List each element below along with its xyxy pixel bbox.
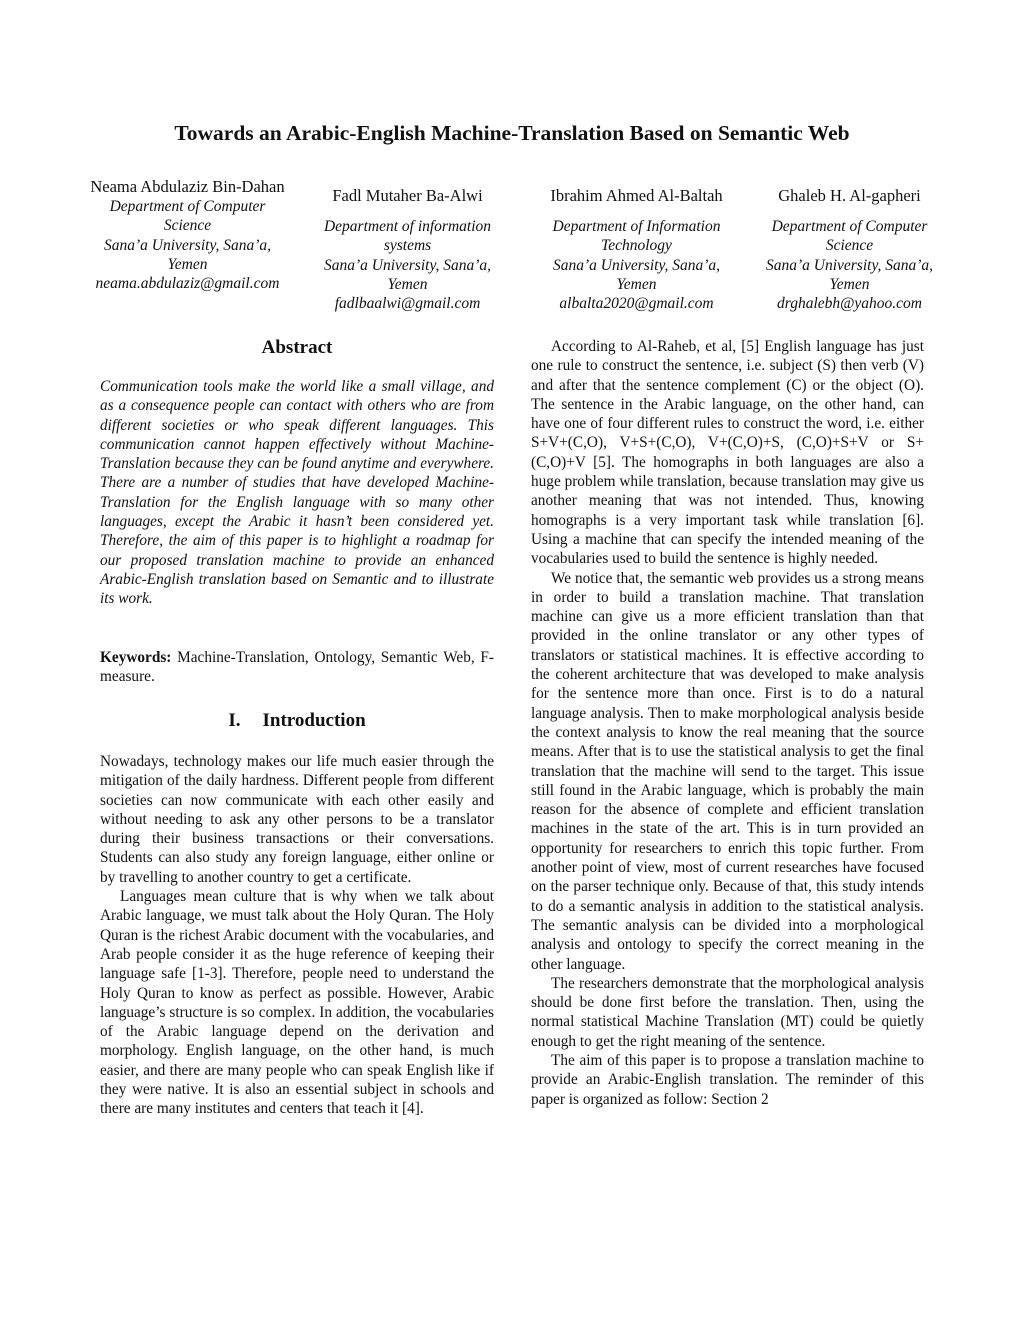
paper-title: Towards an Arabic-English Machine-Translation Based on Semantic Web [174, 121, 850, 145]
section-title: Introduction [262, 710, 366, 731]
right-column-body [531, 337, 924, 1109]
author-email: fadlbaalwi@gmail.com [334, 295, 481, 313]
right-paragraph-1: According to Al-Raheb, et al, [5] English language has just one rule to construct the sentence, i.e. subject (S) then verb (V) and after that the sentence complement (C) or the object (O). The sentence in the Arabic language, on the other hand, can have one of four different rules to construct the word, i.e. either S+V+(C,O), V+S+(C,O), V+(C,O)+S, (C,O)+S+V or S+(C,O)+V [5]. The homographs in both languages are also a huge problem while translation, because translation may give us another meaning that was not intended. Thus, knowing homographs is a very important task while translation [6]. Using a machine that can specify the intended meaning of the vocabularies used to build the sentence is highly needed. [531, 338, 924, 568]
keywords [100, 648, 494, 687]
keywords-label: Keywords: [100, 649, 172, 666]
section-heading-introduction [100, 710, 494, 732]
author-affiliation: Sana’a University, Sana’a, Yemen [103, 236, 272, 273]
author-department: Department of Computer Science [109, 198, 266, 235]
author-name: Ghaleb H. Al-gapheri [778, 186, 921, 205]
section-number: I. [228, 710, 241, 731]
author-department: Department of Information Technology [552, 218, 721, 255]
right-paragraph-2: We notice that, the semantic web provides us a strong means in order to build a translation machine. That translation machine can give us a more efficient translation than that provided in the online translator or any other types of translators or statistical machines. It is effective according to the coherent architecture that was developed to make analysis for the sentence more than once. First is to do a natural language analysis. Then to make morphological analysis beside the context analysis to know the real meaning that the source means. After that is to use the statistical analysis to get the final translation that the machine will send to the target. This issue still found in the Arabic language, which is probably the main reason for the absence of complete and efficient translation machines in the state of the art. This is in turn provided an opportunity for researchers to enrich this topic further. From another point of view, most of current researches have focused on the parser technique only. Because of that, this study intends to do a semantic analysis in addition to the statistical analysis. The semantic analysis can be divided into a morphological analysis and ontology to specify the correct meaning in the other language. [531, 569, 924, 973]
author-name: Neama Abdulaziz Bin-Dahan [90, 177, 285, 196]
author-name: Fadl Mutaher Ba-Alwi [332, 186, 483, 205]
author-block-1 [90, 177, 285, 293]
abstract-heading: Abstract [261, 337, 333, 358]
intro-paragraph-2: Languages mean culture that is why when we talk about Arabic language, we must talk about the Holy Quran. The Holy Quran is the richest Arabic document with the vocabularies, and Arab people consider it as the huge reference of keeping their language safe [1-3]. Therefore, people need to understand the Holy Quran to know as perfect as possible. However, Arabic language’s structure is so complex. In addition, the vocabularies of the Arabic language depend on the derivation and morphology. English language, on the other hand, is much easier, and there are many people who can speak English like if they were native. It is also an essential subject in schools and there are many institutes and centers that teach it [4]. [100, 888, 494, 1118]
author-block-2 [310, 186, 505, 313]
keywords-text: Machine-Translation, Ontology, Semantic Web, F-measure. [100, 649, 495, 686]
author-email: drghalebh@yahoo.com [777, 295, 922, 313]
author-email: albalta2020@gmail.com [559, 295, 714, 313]
author-block-3 [536, 186, 737, 313]
right-paragraph-4: The aim of this paper is to propose a translation machine to provide an Arabic-English translation. The reminder of this paper is organized as follow: Section 2 [531, 1051, 924, 1108]
abstract-text: Communication tools make the world like a small village, and as a consequence people can contact with others who are from different societies or who speak different languages. This communication cannot happen effectively without Machine-Translation because they can be found anytime and everywhere. There are a number of studies that have developed Machine-Translation for the English language with so many other languages, except the Arabic it hasn’t been considered yet. Therefore, the aim of this paper is to highlight a roadmap for our proposed translation machine to provide an enhanced Arabic-English translation based on Semantic and to illustrate its work. [100, 378, 494, 608]
left-column-body [100, 752, 494, 1119]
author-department: Department of information systems [323, 218, 492, 255]
intro-paragraph-1: Nowadays, technology makes our life much easier through the mitigation of the daily hardness. Different people from different societies can now communicate with each other easily and without needing to ask any other persons to be a translator during their business transactions or their conversations. Students can also study any foreign language, either online or by travelling to another country to get a certificate. [100, 753, 494, 886]
author-email: neama.abdulaziz@gmail.com [95, 275, 280, 293]
author-affiliation: Sana’a University, Sana’a, Yemen [765, 256, 934, 293]
author-affiliation: Sana’a University, Sana’a, Yemen [323, 256, 492, 293]
author-name: Ibrahim Ahmed Al-Baltah [550, 186, 723, 205]
author-block-4 [752, 186, 947, 313]
right-paragraph-3: The researchers demonstrate that the morphological analysis should be done first before the translation. Then, using the normal statistical Machine Translation (MT) could be quietly enough to get the right meaning of the sentence. [531, 974, 924, 1050]
author-affiliation: Sana’a University, Sana’a, Yemen [552, 256, 721, 293]
author-department: Department of Computer Science [771, 218, 928, 255]
